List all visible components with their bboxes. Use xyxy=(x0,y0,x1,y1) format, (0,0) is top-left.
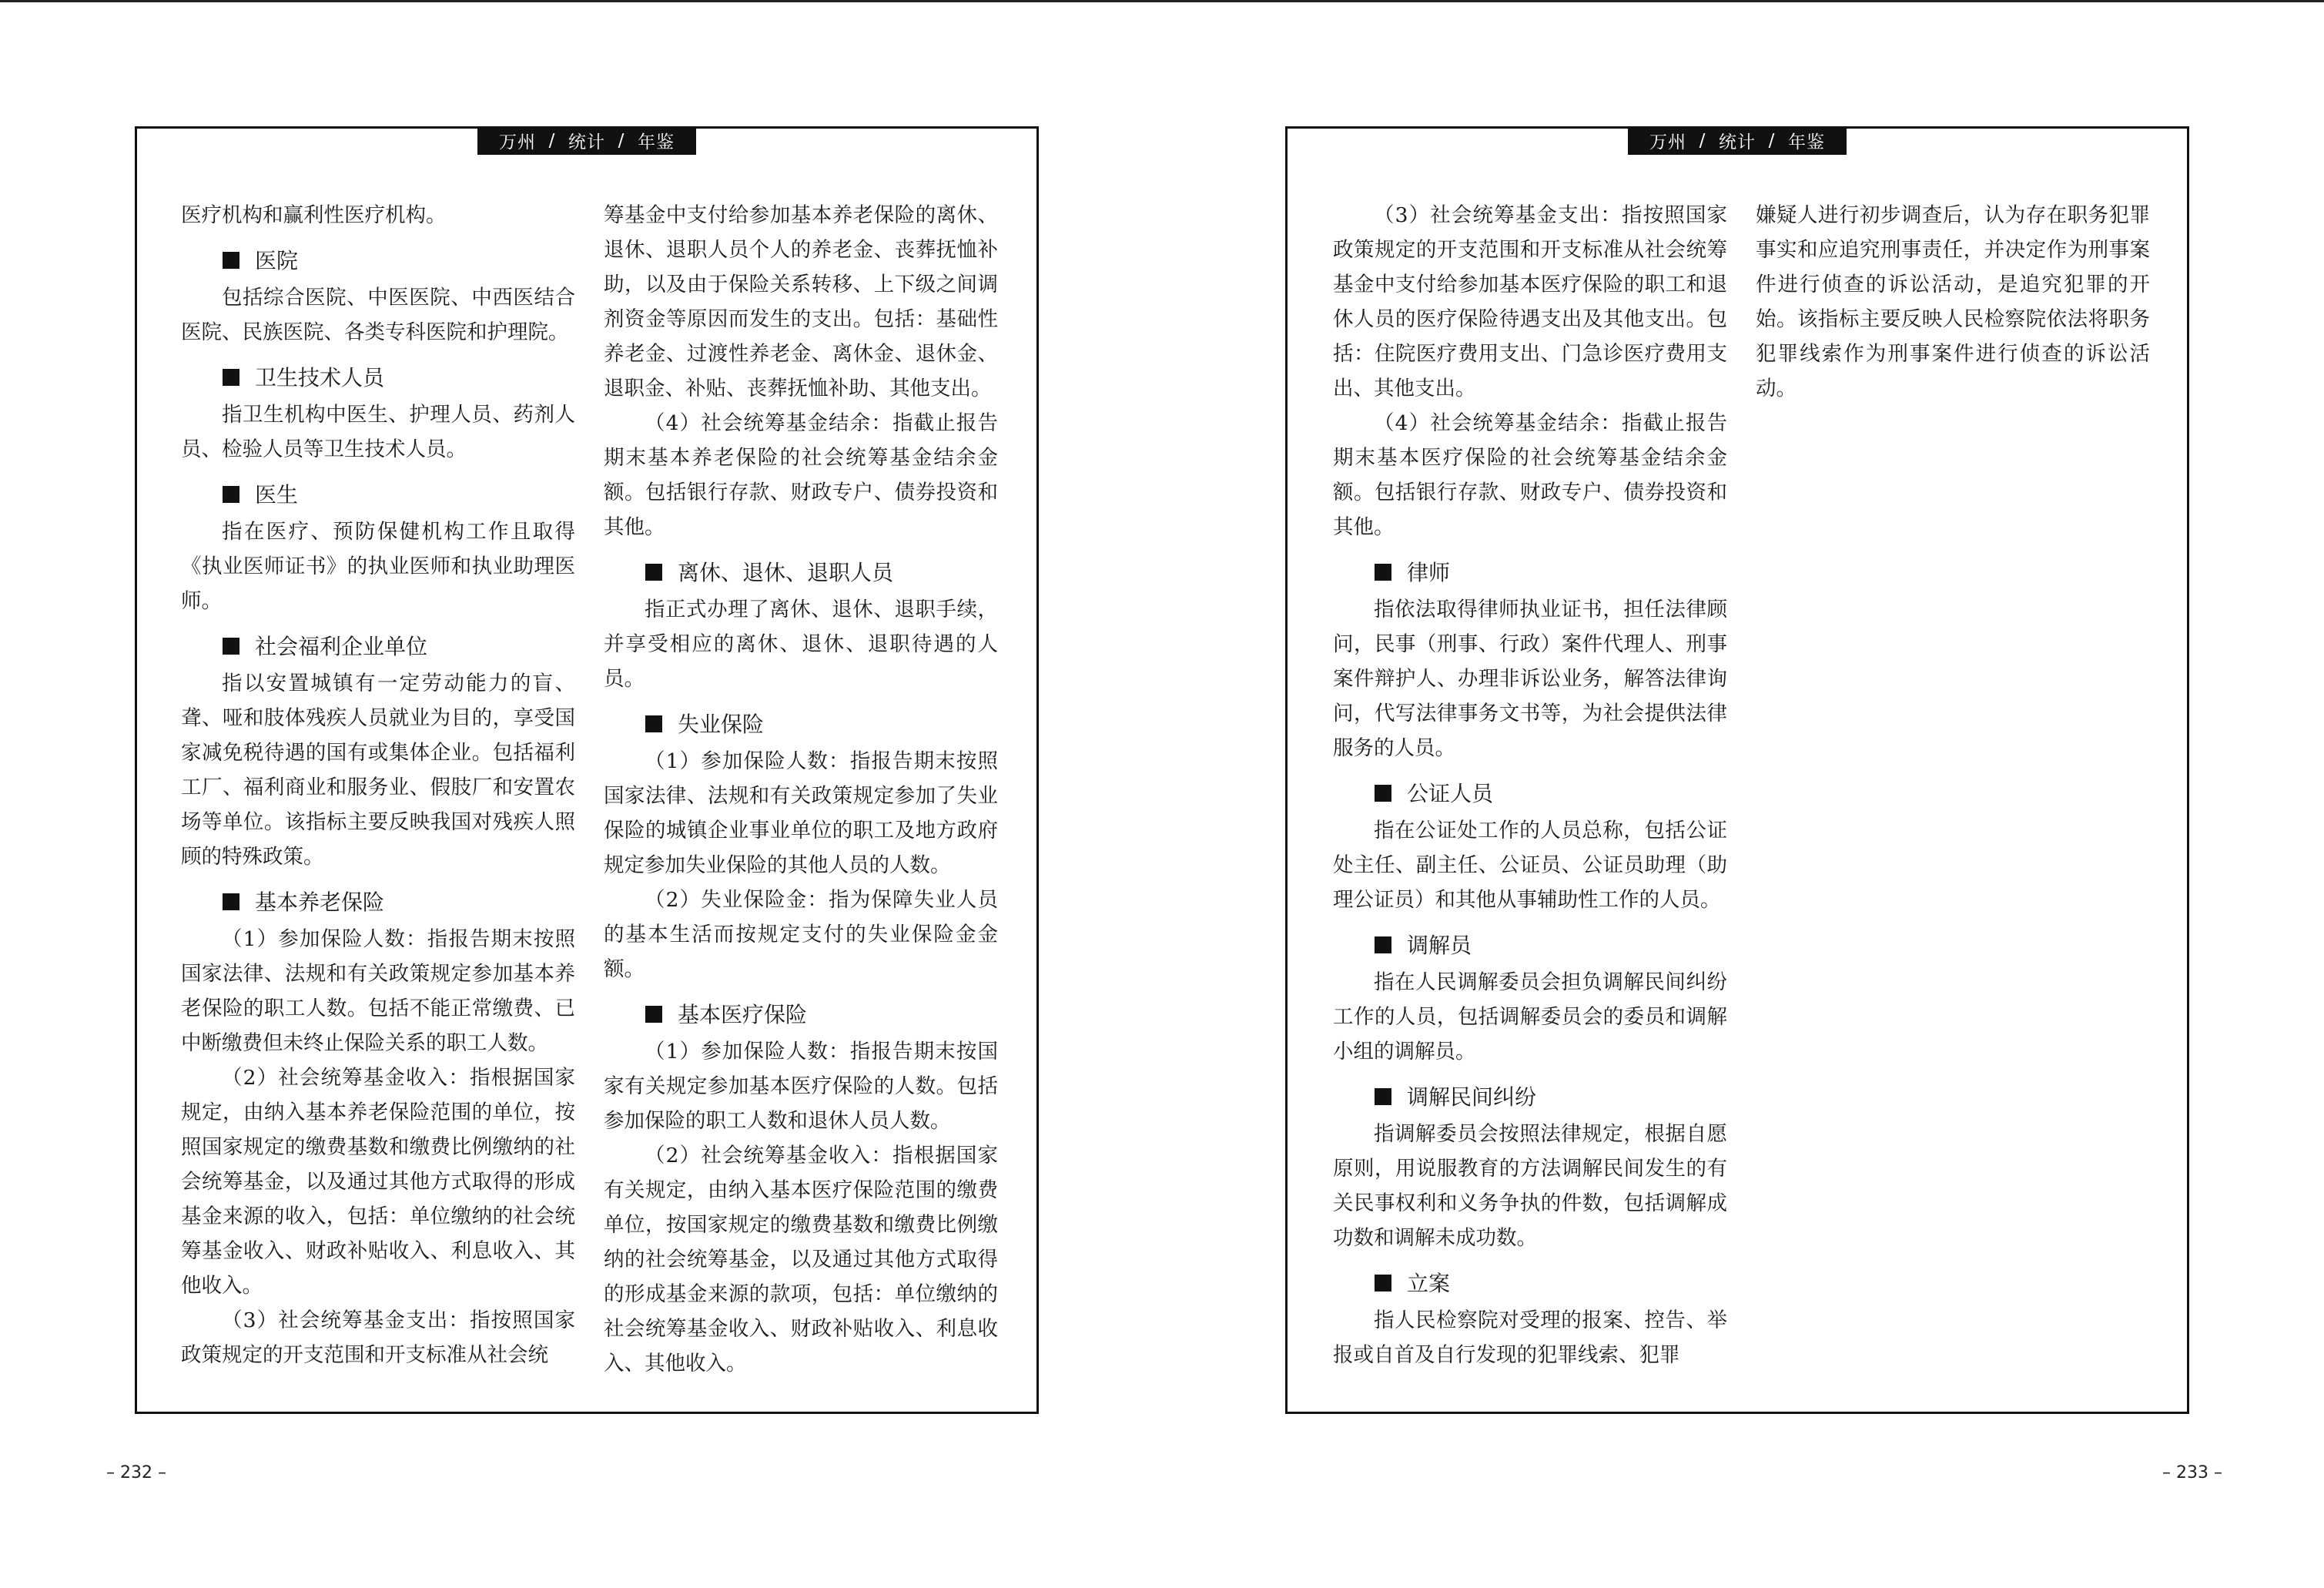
header-part-tongji: 统计 xyxy=(1719,132,1756,152)
paragraph: （3）社会统筹基金支出：指按照国家政策规定的开支范围和开支标准从社会统 xyxy=(181,1308,575,1367)
text-column xyxy=(1333,198,1727,1372)
paragraph: 筹基金中支付给参加基本养老保险的离休、退休、退职人员个人的养老金、丧葬抚恤补助，以及由于保险关系转移、上下级之间调剂资金等原因而发生的支出。包括：基础性养老金、过渡性养老金、离休金、退休金、退职金、补贴、丧葬抚恤补助、其他支出。 xyxy=(604,203,998,400)
paragraph: 指在人民调解委员会担负调解民间纠纷工作的人员，包括调解委员会的委员和调解小组的调解员。 xyxy=(1333,970,1727,1064)
paragraph: 指人民检察院对受理的报案、控告、举报或自首及自行发现的犯罪线索、犯罪 xyxy=(1333,1308,1727,1367)
header-sep: / xyxy=(618,130,625,151)
paragraph: 指在医疗、预防保健机构工作且取得《执业医师证书》的执业医师和执业助理医师。 xyxy=(181,520,575,613)
paragraph: 指在公证处工作的人员总称，包括公证处主任、副主任、公证员、公证员助理（助理公证员）和其他从事辅助性工作的人员。 xyxy=(1333,819,1727,912)
paragraph: （4）社会统筹基金结余：指截止报告期末基本医疗保险的社会统筹基金结余金额。包括银行存款、财政专户、债券投资和其他。 xyxy=(1333,411,1727,539)
page-number: – 233 – xyxy=(2162,1463,2222,1482)
header-part-wanzhou: 万州 xyxy=(499,132,536,152)
text-column xyxy=(1756,198,2150,406)
section-heading: 医生 xyxy=(181,477,575,513)
header-sep: / xyxy=(1699,130,1706,151)
section-heading: 卫生技术人员 xyxy=(181,360,575,396)
paragraph: （1）参加保险人数：指报告期末按照国家法律、法规和有关政策规定参加基本养老保险的职工人数。包括不能正常缴费、已中断缴费但未终止保险关系的职工人数。 xyxy=(181,927,575,1055)
paragraph: （1）参加保险人数：指报告期末按国家有关规定参加基本医疗保险的人数。包括参加保险的职工人数和退休人员人数。 xyxy=(604,1040,998,1133)
paragraph: （2）社会统筹基金收入：指根据国家有关规定，由纳入基本医疗保险范围的缴费单位，按国家规定的缴费基数和缴费比例缴纳的社会统筹基金，以及通过其他方式取得的形成基金来源的款项，包括：单位缴纳的社会统筹基金收入、财政补贴收入、利息收入、其他收入。 xyxy=(604,1144,998,1375)
section-heading: 调解员 xyxy=(1333,928,1727,963)
paragraph: 医疗机构和赢利性医疗机构。 xyxy=(181,203,447,227)
section-heading: 律师 xyxy=(1333,555,1727,591)
section-heading: 基本医疗保险 xyxy=(604,997,998,1033)
paragraph: （1）参加保险人数：指报告期末按照国家法律、法规和有关政策规定参加了失业保险的城镇企业事业单位的职工及地方政府规定参加失业保险的其他人员的人数。 xyxy=(604,749,998,877)
paragraph: （2）社会统筹基金收入：指根据国家规定，由纳入基本养老保险范围的单位，按照国家规定的缴费基数和缴费比例缴纳的社会统筹基金，以及通过其他方式取得的形成基金来源的收入，包括：单位缴纳的社会统筹基金收入、财政补贴收入、利息收入、其他收入。 xyxy=(181,1066,575,1298)
paragraph: 指调解委员会按照法律规定，根据自愿原则，用说服教育的方法调解民间发生的有关民事权利和义务争执的件数，包括调解成功数和调解未成功数。 xyxy=(1333,1122,1727,1250)
section-heading: 立案 xyxy=(1333,1266,1727,1302)
section-heading: 公证人员 xyxy=(1333,776,1727,812)
paragraph: 指以安置城镇有一定劳动能力的盲、聋、哑和肢体残疾人员就业为目的，享受国家减免税待遇的国有或集体企业。包括福利工厂、福利商业和服务业、假肢厂和安置农场等单位。该指标主要反映我国对残疾人照顾的特殊政策。 xyxy=(181,672,575,869)
section-heading: 失业保险 xyxy=(604,707,998,742)
running-header-right xyxy=(1628,126,1847,155)
text-column xyxy=(604,198,998,1381)
page-frame-right xyxy=(1285,126,2189,1414)
section-heading: 离休、退休、退职人员 xyxy=(604,555,998,591)
text-column xyxy=(181,198,575,1372)
paragraph: （4）社会统筹基金结余：指截止报告期末基本养老保险的社会统筹基金结余金额。包括银行存款、财政专户、债券投资和其他。 xyxy=(604,411,998,539)
header-sep: / xyxy=(1768,130,1776,151)
paragraph: 指依法取得律师执业证书，担任法律顾问，民事（刑事、行政）案件代理人、刑事案件辩护人、办理非诉讼业务，解答法律询问，代写法律事务文书等，为社会提供法律服务的人员。 xyxy=(1333,598,1727,760)
header-part-tongji: 统计 xyxy=(568,132,605,152)
running-header-left xyxy=(477,126,696,155)
section-heading: 医院 xyxy=(181,243,575,279)
paragraph: （2）失业保险金：指为保障失业人员的基本生活而按规定支付的失业保险金金额。 xyxy=(604,888,998,981)
section-heading: 调解民间纠纷 xyxy=(1333,1080,1727,1115)
section-heading: 基本养老保险 xyxy=(181,885,575,920)
page-frame-left xyxy=(135,126,1039,1414)
paragraph: （3）社会统筹基金支出：指按照国家政策规定的开支范围和开支标准从社会统筹基金中支付给参加基本医疗保险的职工和退休人员的医疗保险待遇支出及其他支出。包括：住院医疗费用支出、门急诊医疗费用支出、其他支出。 xyxy=(1333,203,1727,400)
header-part-wanzhou: 万州 xyxy=(1649,132,1686,152)
paragraph: 包括综合医院、中医医院、中西医结合医院、民族医院、各类专科医院和护理院。 xyxy=(181,286,575,344)
header-sep: / xyxy=(548,130,556,151)
top-rule xyxy=(0,0,2324,2)
header-part-nianjian: 年鉴 xyxy=(638,132,675,152)
section-heading: 社会福利企业单位 xyxy=(181,629,575,665)
paragraph: 指正式办理了离休、退休、退职手续，并享受相应的离休、退休、退职待遇的人员。 xyxy=(604,598,998,691)
paragraph: 指卫生机构中医生、护理人员、药剂人员、检验人员等卫生技术人员。 xyxy=(181,403,575,461)
header-part-nianjian: 年鉴 xyxy=(1788,132,1825,152)
page-number: – 232 – xyxy=(106,1463,166,1482)
paragraph: 嫌疑人进行初步调查后，认为存在职务犯罪事实和应追究刑事责任，并决定作为刑事案件进行侦查的诉讼活动，是追究犯罪的开始。该指标主要反映人民检察院依法将职务犯罪线索作为刑事案件进行侦查的诉讼活动。 xyxy=(1756,203,2150,400)
